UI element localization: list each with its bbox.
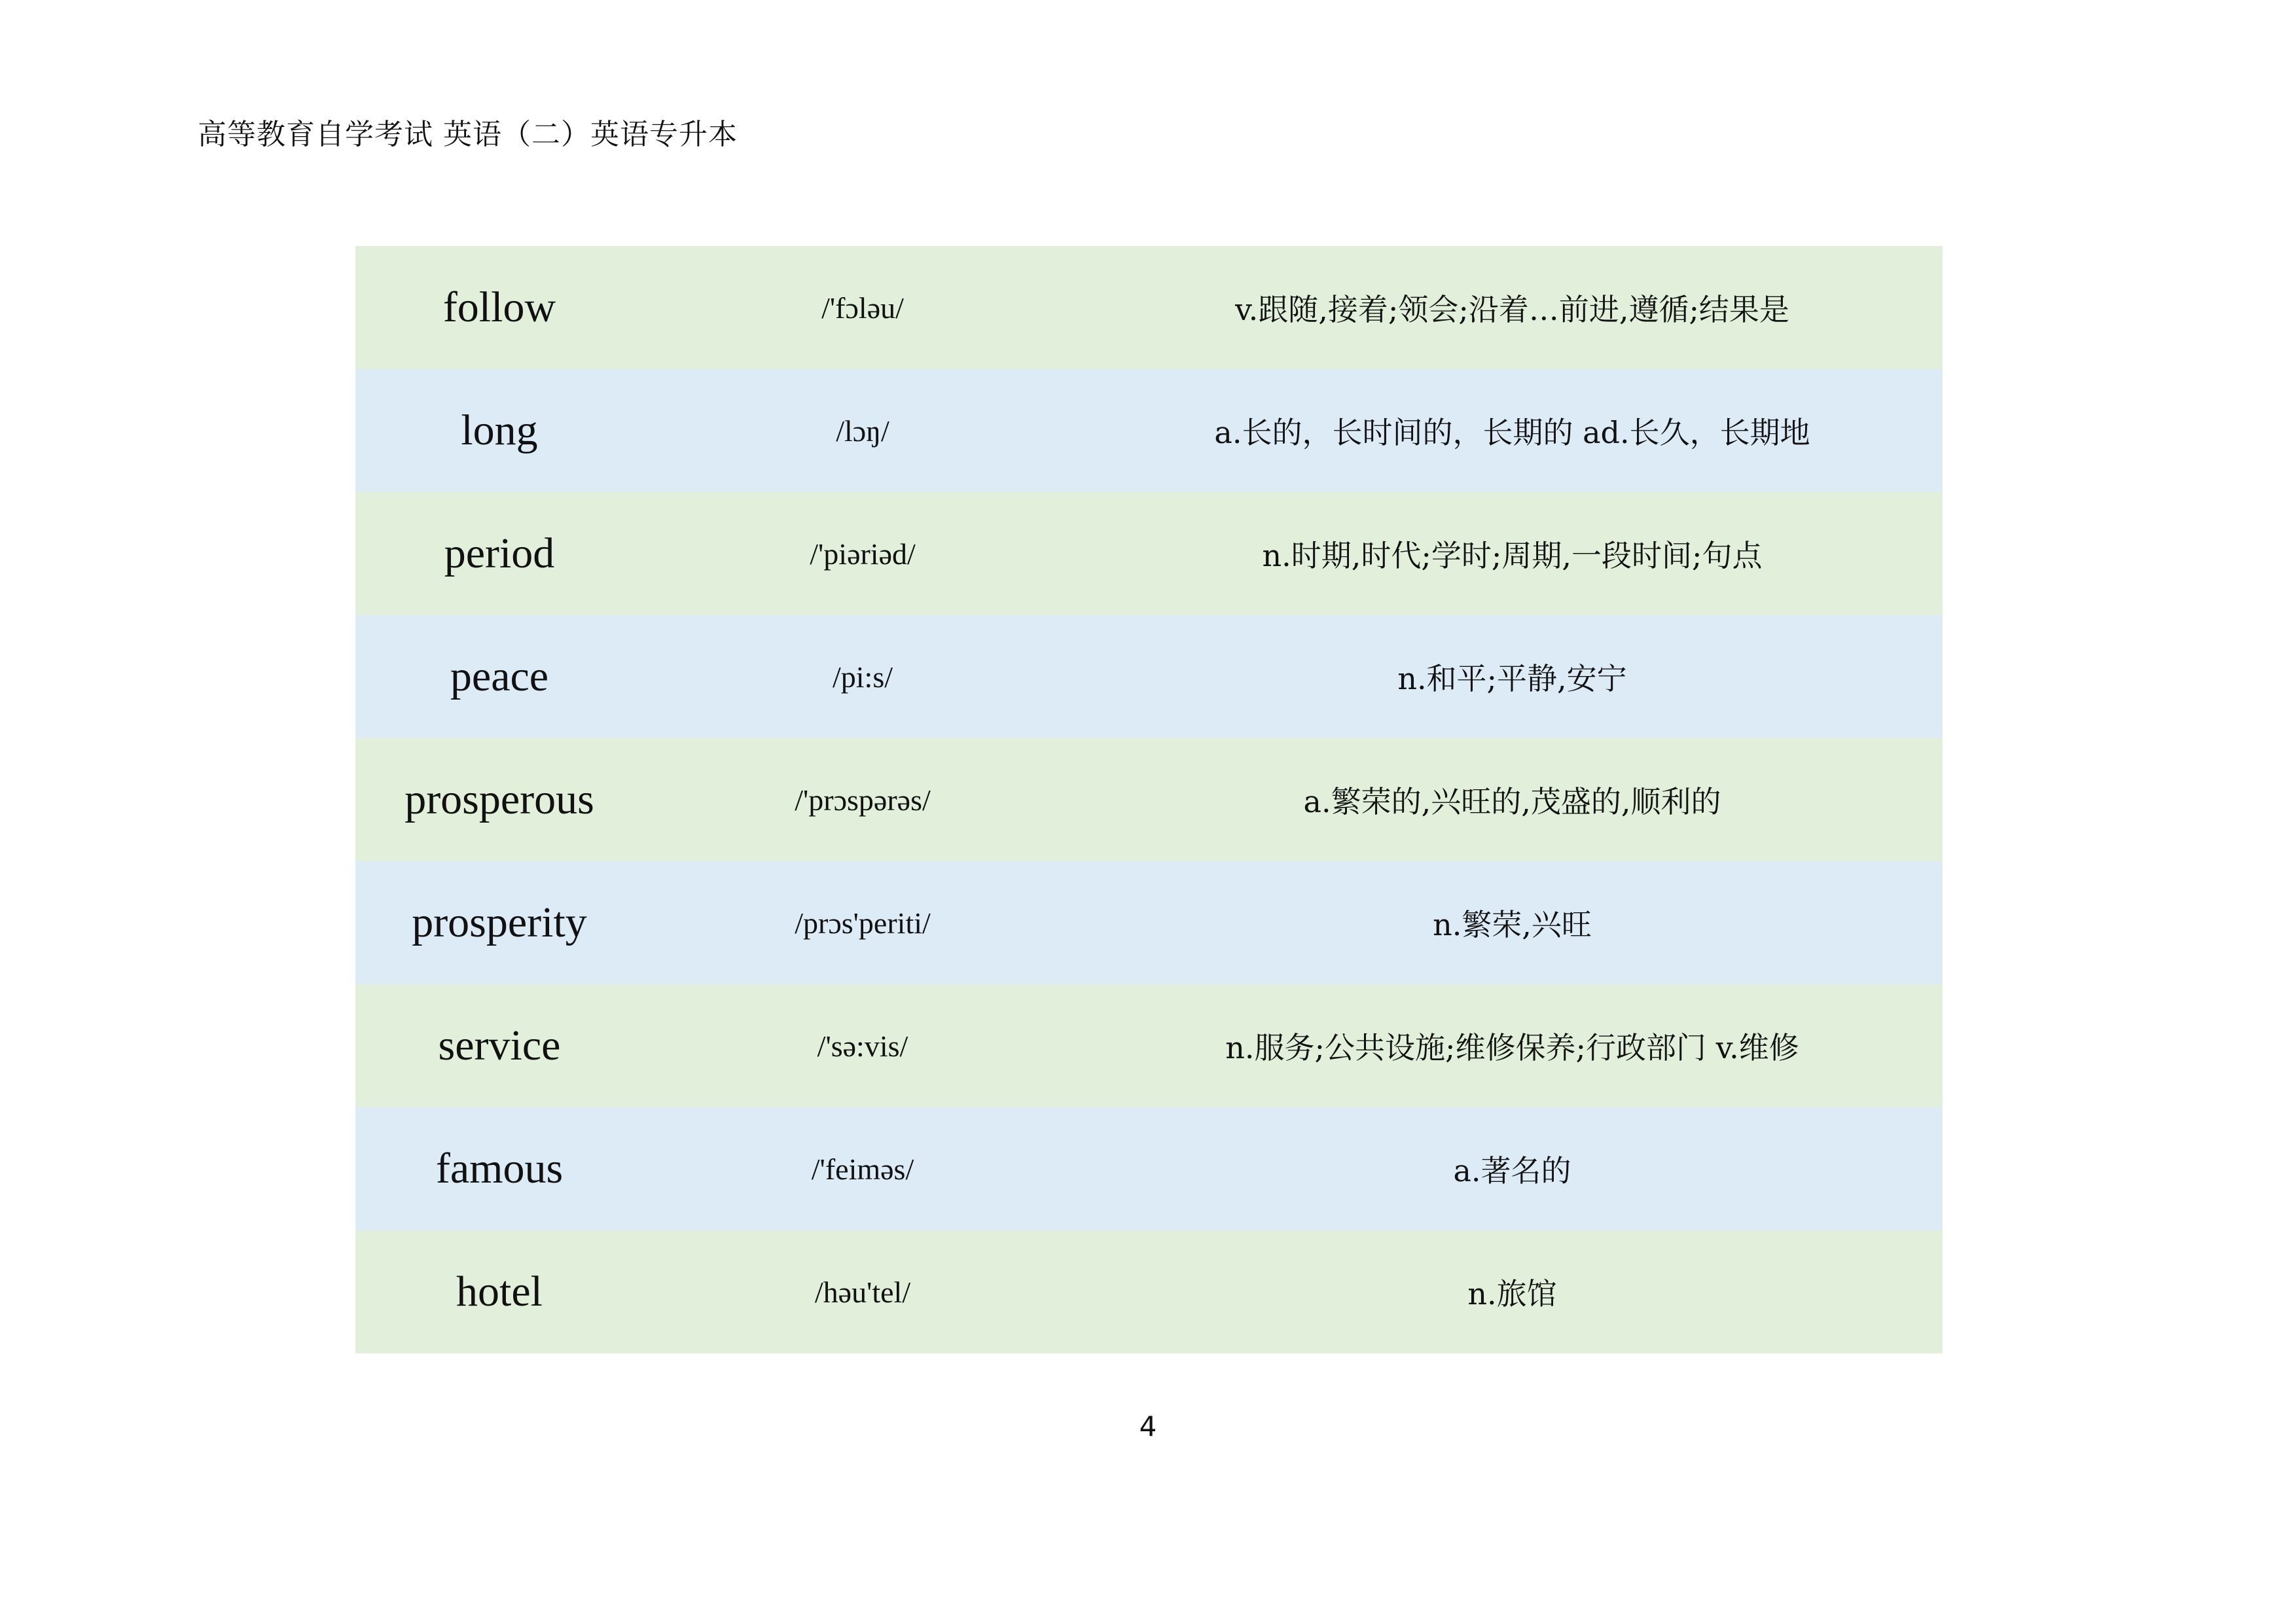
vocab-phonetic: /'prɔspərəs/	[795, 783, 931, 817]
vocab-definition: v.跟随,接着;领会;沿着…前进,遵循;结果是	[1235, 292, 1789, 327]
vocab-word: prosperity	[412, 899, 587, 946]
vocab-definition: n.和平;平静,安宁	[1397, 661, 1627, 696]
vocab-phonetic: /həu'tel/	[814, 1275, 911, 1309]
vocab-phonetic: /prɔs'periti/	[795, 906, 931, 940]
vocab-word: prosperous	[404, 776, 594, 823]
vocab-word: follow	[442, 283, 556, 331]
vocab-row	[355, 1107, 1943, 1230]
vocab-word: service	[438, 1022, 561, 1069]
vocabulary-table	[355, 246, 1943, 1353]
vocab-phonetic: /'fɔləu/	[821, 291, 904, 325]
vocab-definition: a.长的，长时间的，长期的 ad.长久，长期地	[1214, 415, 1810, 450]
vocab-definition: a.繁荣的,兴旺的,茂盛的,顺利的	[1303, 784, 1721, 819]
vocab-phonetic: /pi:s/	[832, 660, 893, 694]
vocab-phonetic: /'sə:vis/	[817, 1029, 908, 1063]
vocab-row	[355, 615, 1943, 738]
vocab-phonetic: /'feiməs/	[811, 1152, 914, 1186]
vocab-word: famous	[435, 1145, 564, 1192]
vocab-word: period	[444, 529, 555, 577]
vocab-row	[355, 1230, 1943, 1353]
vocab-word: long	[461, 406, 538, 454]
vocab-word: peace	[450, 652, 549, 700]
vocab-word: hotel	[456, 1268, 543, 1315]
vocab-phonetic: /lɔŋ/	[836, 414, 889, 448]
vocab-definition: n.繁荣,兴旺	[1433, 907, 1592, 942]
vocab-phonetic: /'piəriəd/	[810, 537, 916, 571]
vocab-row	[355, 246, 1943, 369]
vocab-row	[355, 738, 1943, 861]
vocab-definition: n.旅馆	[1467, 1276, 1557, 1311]
vocab-row	[355, 984, 1943, 1107]
vocab-definition: n.服务;公共设施;维修保养;行政部门 v.维修	[1225, 1030, 1799, 1065]
vocab-row	[355, 492, 1943, 615]
vocab-row	[355, 369, 1943, 492]
vocab-definition: a.著名的	[1453, 1153, 1571, 1188]
document-header: 高等教育自学考试 英语（二）英语专升本	[198, 118, 738, 151]
vocab-definition: n.时期,时代;学时;周期,一段时间;句点	[1262, 538, 1763, 573]
page-number: 4	[1139, 1410, 1157, 1442]
vocab-row	[355, 861, 1943, 984]
